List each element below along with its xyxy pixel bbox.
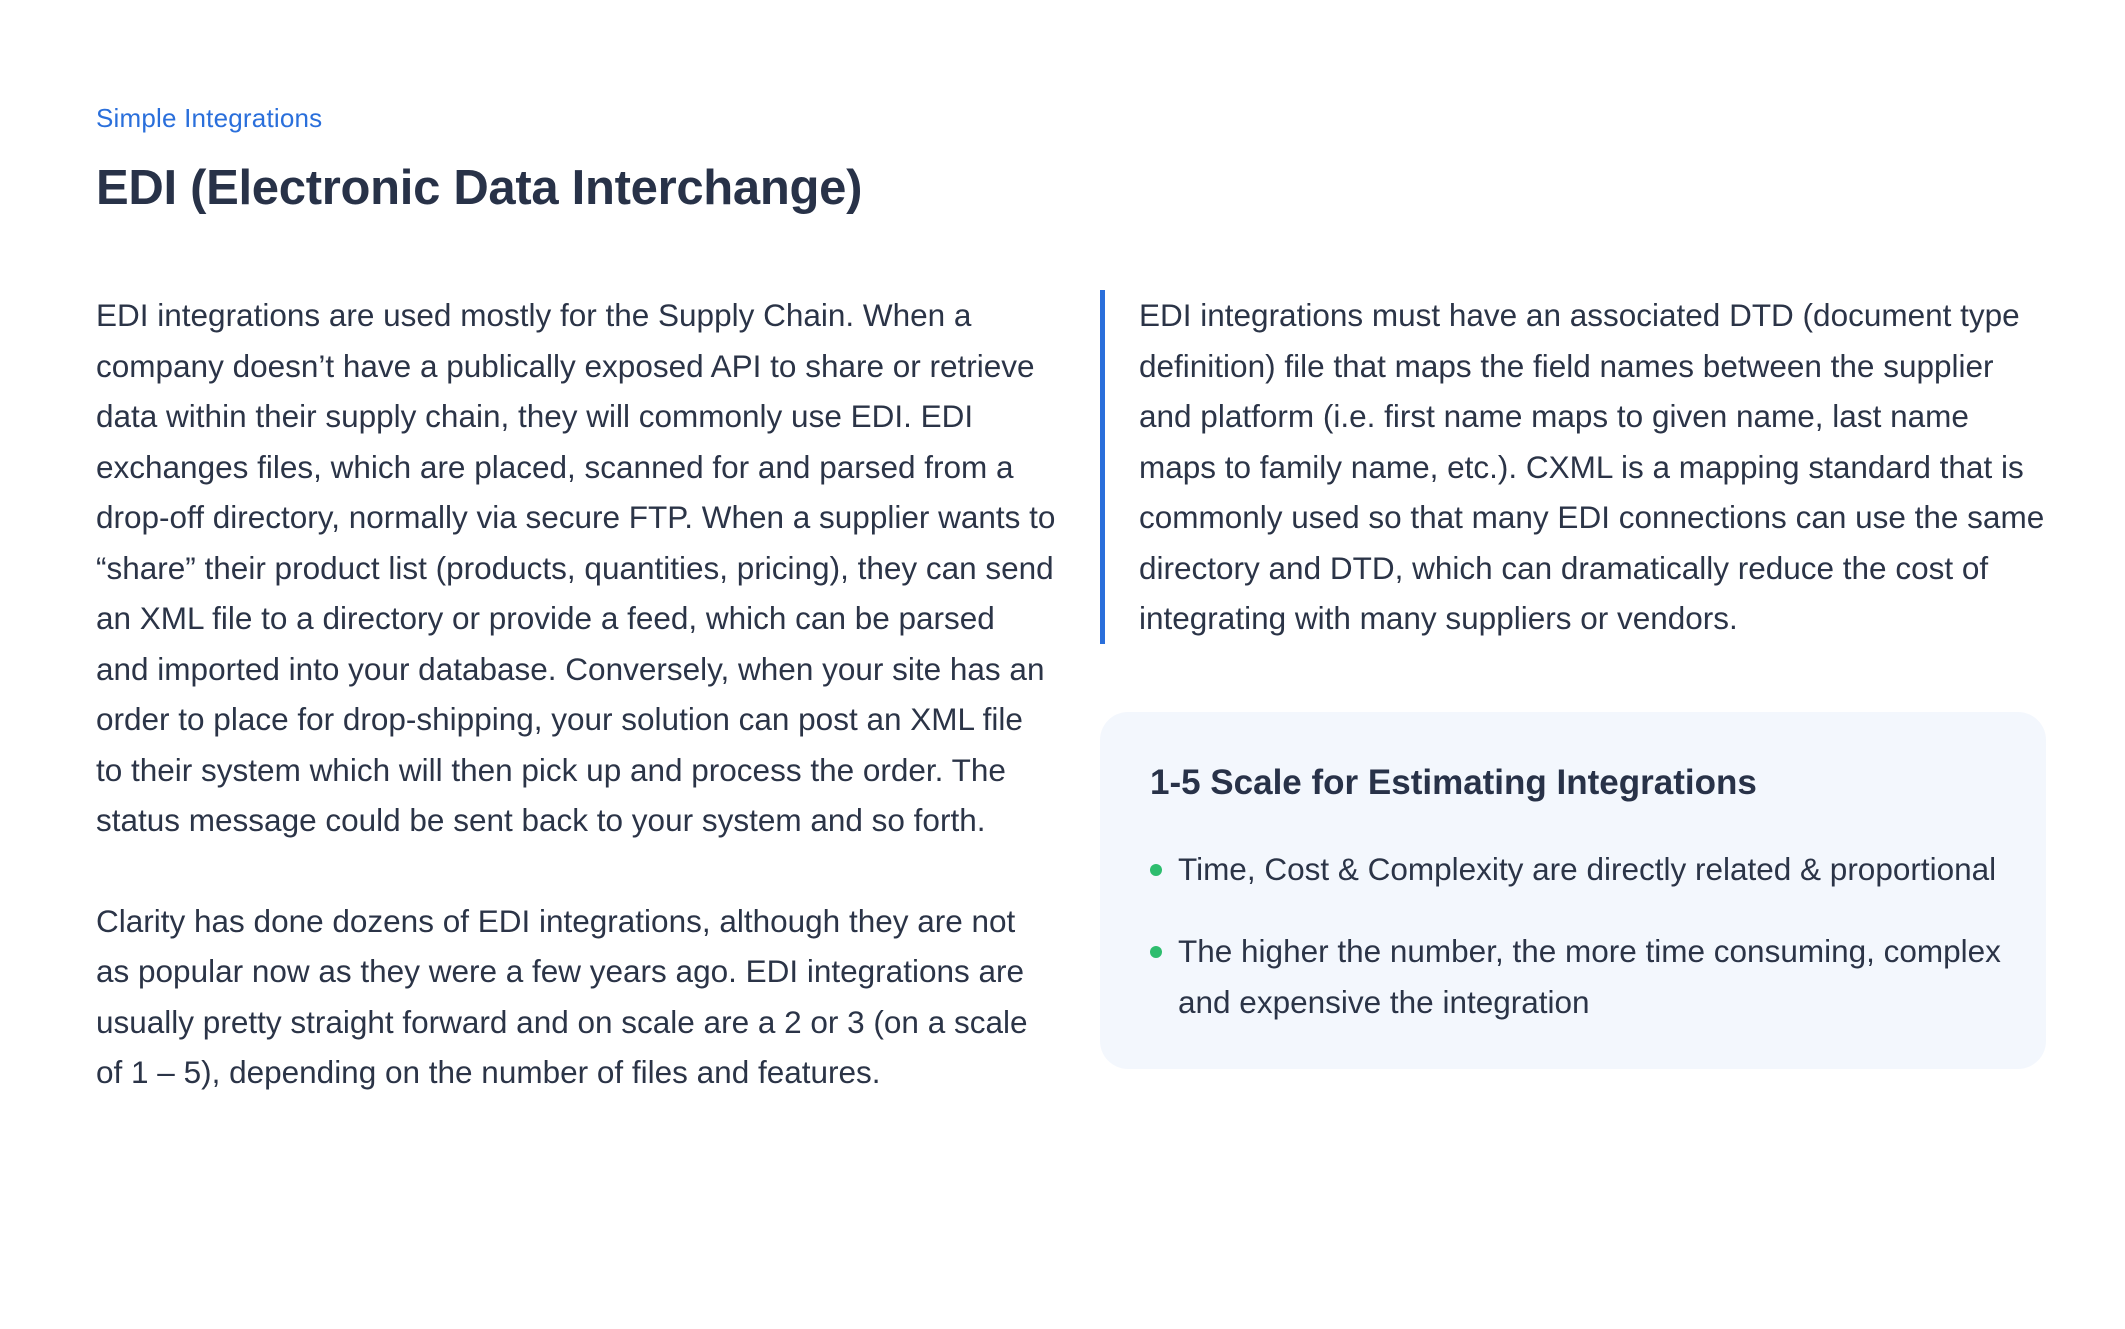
right-column	[1100, 290, 2046, 1069]
section-eyebrow: Simple Integrations	[96, 103, 323, 133]
page-title: EDI (Electronic Data Interchange)	[96, 161, 863, 215]
dtd-callout-quote: EDI integrations must have an associated DTD (document type definition) file that maps the field names between the supplier and platform (i.e. first name maps to given name, last name maps to family name, etc.). CXML is a mapping standard that is commonly used so that many EDI connections can use the same directory and DTD, which can dramatically reduce the cost of integrating with many suppliers or vendors.	[1100, 290, 2046, 644]
scale-list	[1150, 844, 2030, 1028]
list-item	[1150, 844, 2030, 895]
list-item	[1150, 926, 2030, 1027]
bullet-dot-icon	[1150, 864, 1162, 876]
left-column	[96, 290, 1056, 1098]
edi-section	[96, 100, 2046, 1090]
bullet-dot-icon	[1150, 946, 1162, 958]
list-item-text: Time, Cost & Complexity are directly related & proportional	[1178, 850, 1997, 887]
scale-card	[1100, 712, 2046, 1070]
experience-paragraph: Clarity has done dozens of EDI integrations, although they are not as popular now as they were a few years ago. EDI integrations are usually pretty straight forward and on scale are a 2 or 3 (on a scale of 1 – 5), depending on the number of files and features.	[96, 902, 1028, 1090]
list-item-text: The higher the number, the more time consuming, complex and expensive the integration	[1178, 933, 2001, 1020]
scale-card-title: 1-5 Scale for Estimating Integrations	[1150, 762, 1757, 802]
intro-paragraph: EDI integrations are used mostly for the Supply Chain. When a company doesn’t have a publically exposed API to share or retrieve data within their supply chain, they will commonly use EDI. EDI exchanges files, which are placed, scanned for and parsed from a drop-off directory, normally via secure FTP. When a supplier wants to “share” their product list (products, quantities, pricing), they can send an XML file to a directory or provide a feed, which can be parsed and imported into your database. Conversely, when your site has an order to place for drop-shipping, your solution can post an XML file to their system which will then pick up and process the order. The status message could be sent back to your system and so forth.	[96, 297, 1056, 838]
